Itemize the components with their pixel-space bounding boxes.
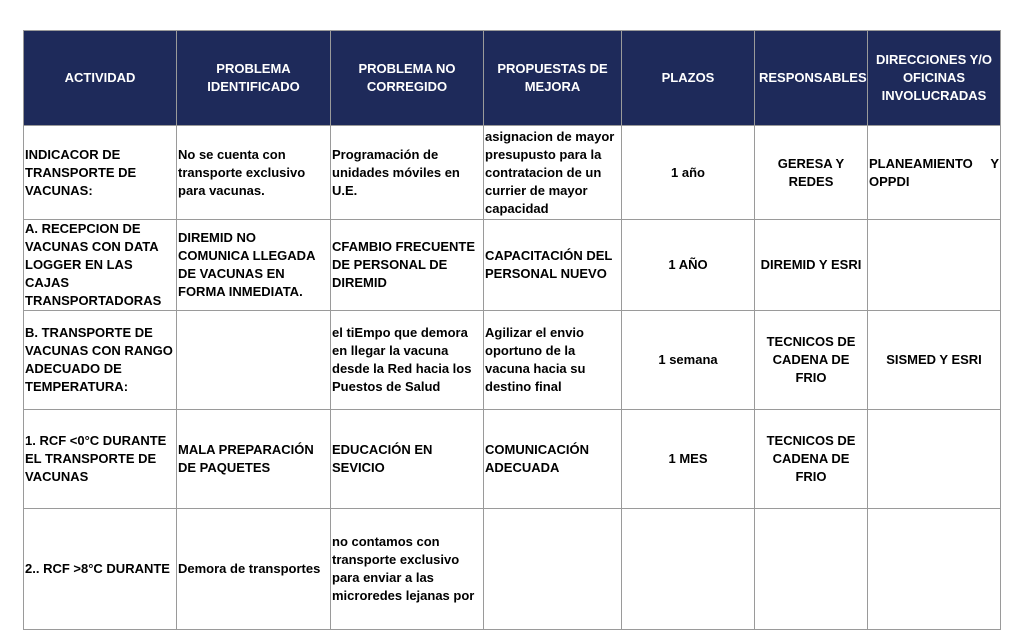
- table-cell: [868, 220, 1001, 311]
- table-cell: TECNICOS DE CADENA DE FRIO: [755, 410, 868, 509]
- table-cell: No se cuenta con transporte exclusivo para vacunas.: [177, 126, 331, 220]
- table-cell: EDUCACIÓN EN SEVICIO: [331, 410, 484, 509]
- table-cell: Agilizar el envio oportuno de la vacuna hacia su destino final: [484, 311, 622, 410]
- table-cell: [622, 509, 755, 630]
- table-cell: 1 semana: [622, 311, 755, 410]
- table-cell: TECNICOS DE CADENA DE FRIO: [755, 311, 868, 410]
- table-cell: Programación de unidades móviles en U.E.: [331, 126, 484, 220]
- table-cell: [868, 509, 1001, 630]
- table-cell: 1 año: [622, 126, 755, 220]
- table-row: [24, 220, 1001, 311]
- table-cell: asignacion de mayor presupusto para la contratacion de un currier de mayor capacidad: [484, 126, 622, 220]
- header-direcciones: DIRECCIONES Y/O OFICINAS INVOLUCRADAS: [868, 31, 1001, 126]
- table-row: [24, 311, 1001, 410]
- header-actividad: ACTIVIDAD: [24, 31, 177, 126]
- table-cell: Demora de transportes: [177, 509, 331, 630]
- table-cell: 2.. RCF >8°C DURANTE: [24, 509, 177, 630]
- table-row: [24, 410, 1001, 509]
- table-cell: GERESA Y REDES: [755, 126, 868, 220]
- header-problema-no-corregido: PROBLEMA NO CORREGIDO: [331, 31, 484, 126]
- header-propuestas-de-mejora: PROPUESTAS DE MEJORA: [484, 31, 622, 126]
- table-cell: 1. RCF <0°C DURANTE EL TRANSPORTE DE VACUNAS: [24, 410, 177, 509]
- table-cell: MALA PREPARACIÓN DE PAQUETES: [177, 410, 331, 509]
- table-cell: [755, 509, 868, 630]
- table-cell: COMUNICACIÓN ADECUADA: [484, 410, 622, 509]
- improvement-plan-table: [23, 30, 1001, 630]
- header-responsables: RESPONSABLES: [755, 31, 868, 126]
- table-cell: PLANEAMIENTO Y OPPDI: [868, 126, 1001, 220]
- table-cell: [484, 509, 622, 630]
- table-cell: DIREMID Y ESRI: [755, 220, 868, 311]
- table-row: [24, 509, 1001, 630]
- table-cell: DIREMID NO COMUNICA LLEGADA DE VACUNAS EN FORMA INMEDIATA.: [177, 220, 331, 311]
- table-row: [24, 126, 1001, 220]
- header-problema-identificado: PROBLEMA IDENTIFICADO: [177, 31, 331, 126]
- table-cell: CFAMBIO FRECUENTE DE PERSONAL DE DIREMID: [331, 220, 484, 311]
- table-cell: 1 MES: [622, 410, 755, 509]
- table-cell: A. RECEPCION DE VACUNAS CON DATA LOGGER EN LAS CAJAS TRANSPORTADORAS: [24, 220, 177, 311]
- table-cell: SISMED Y ESRI: [868, 311, 1001, 410]
- header-plazos: PLAZOS: [622, 31, 755, 126]
- table-cell: el tiEmpo que demora en llegar la vacuna desde la Red hacia los Puestos de Salud: [331, 311, 484, 410]
- table-header-row: [24, 31, 1001, 126]
- table-cell: CAPACITACIÓN DEL PERSONAL NUEVO: [484, 220, 622, 311]
- table-cell: [868, 410, 1001, 509]
- table-cell: no contamos con transporte exclusivo para enviar a las microredes lejanas por: [331, 509, 484, 630]
- table-cell: B. TRANSPORTE DE VACUNAS CON RANGO ADECUADO DE TEMPERATURA:: [24, 311, 177, 410]
- table-cell: 1 AÑO: [622, 220, 755, 311]
- table-cell: [177, 311, 331, 410]
- table-cell: INDICACOR DE TRANSPORTE DE VACUNAS:: [24, 126, 177, 220]
